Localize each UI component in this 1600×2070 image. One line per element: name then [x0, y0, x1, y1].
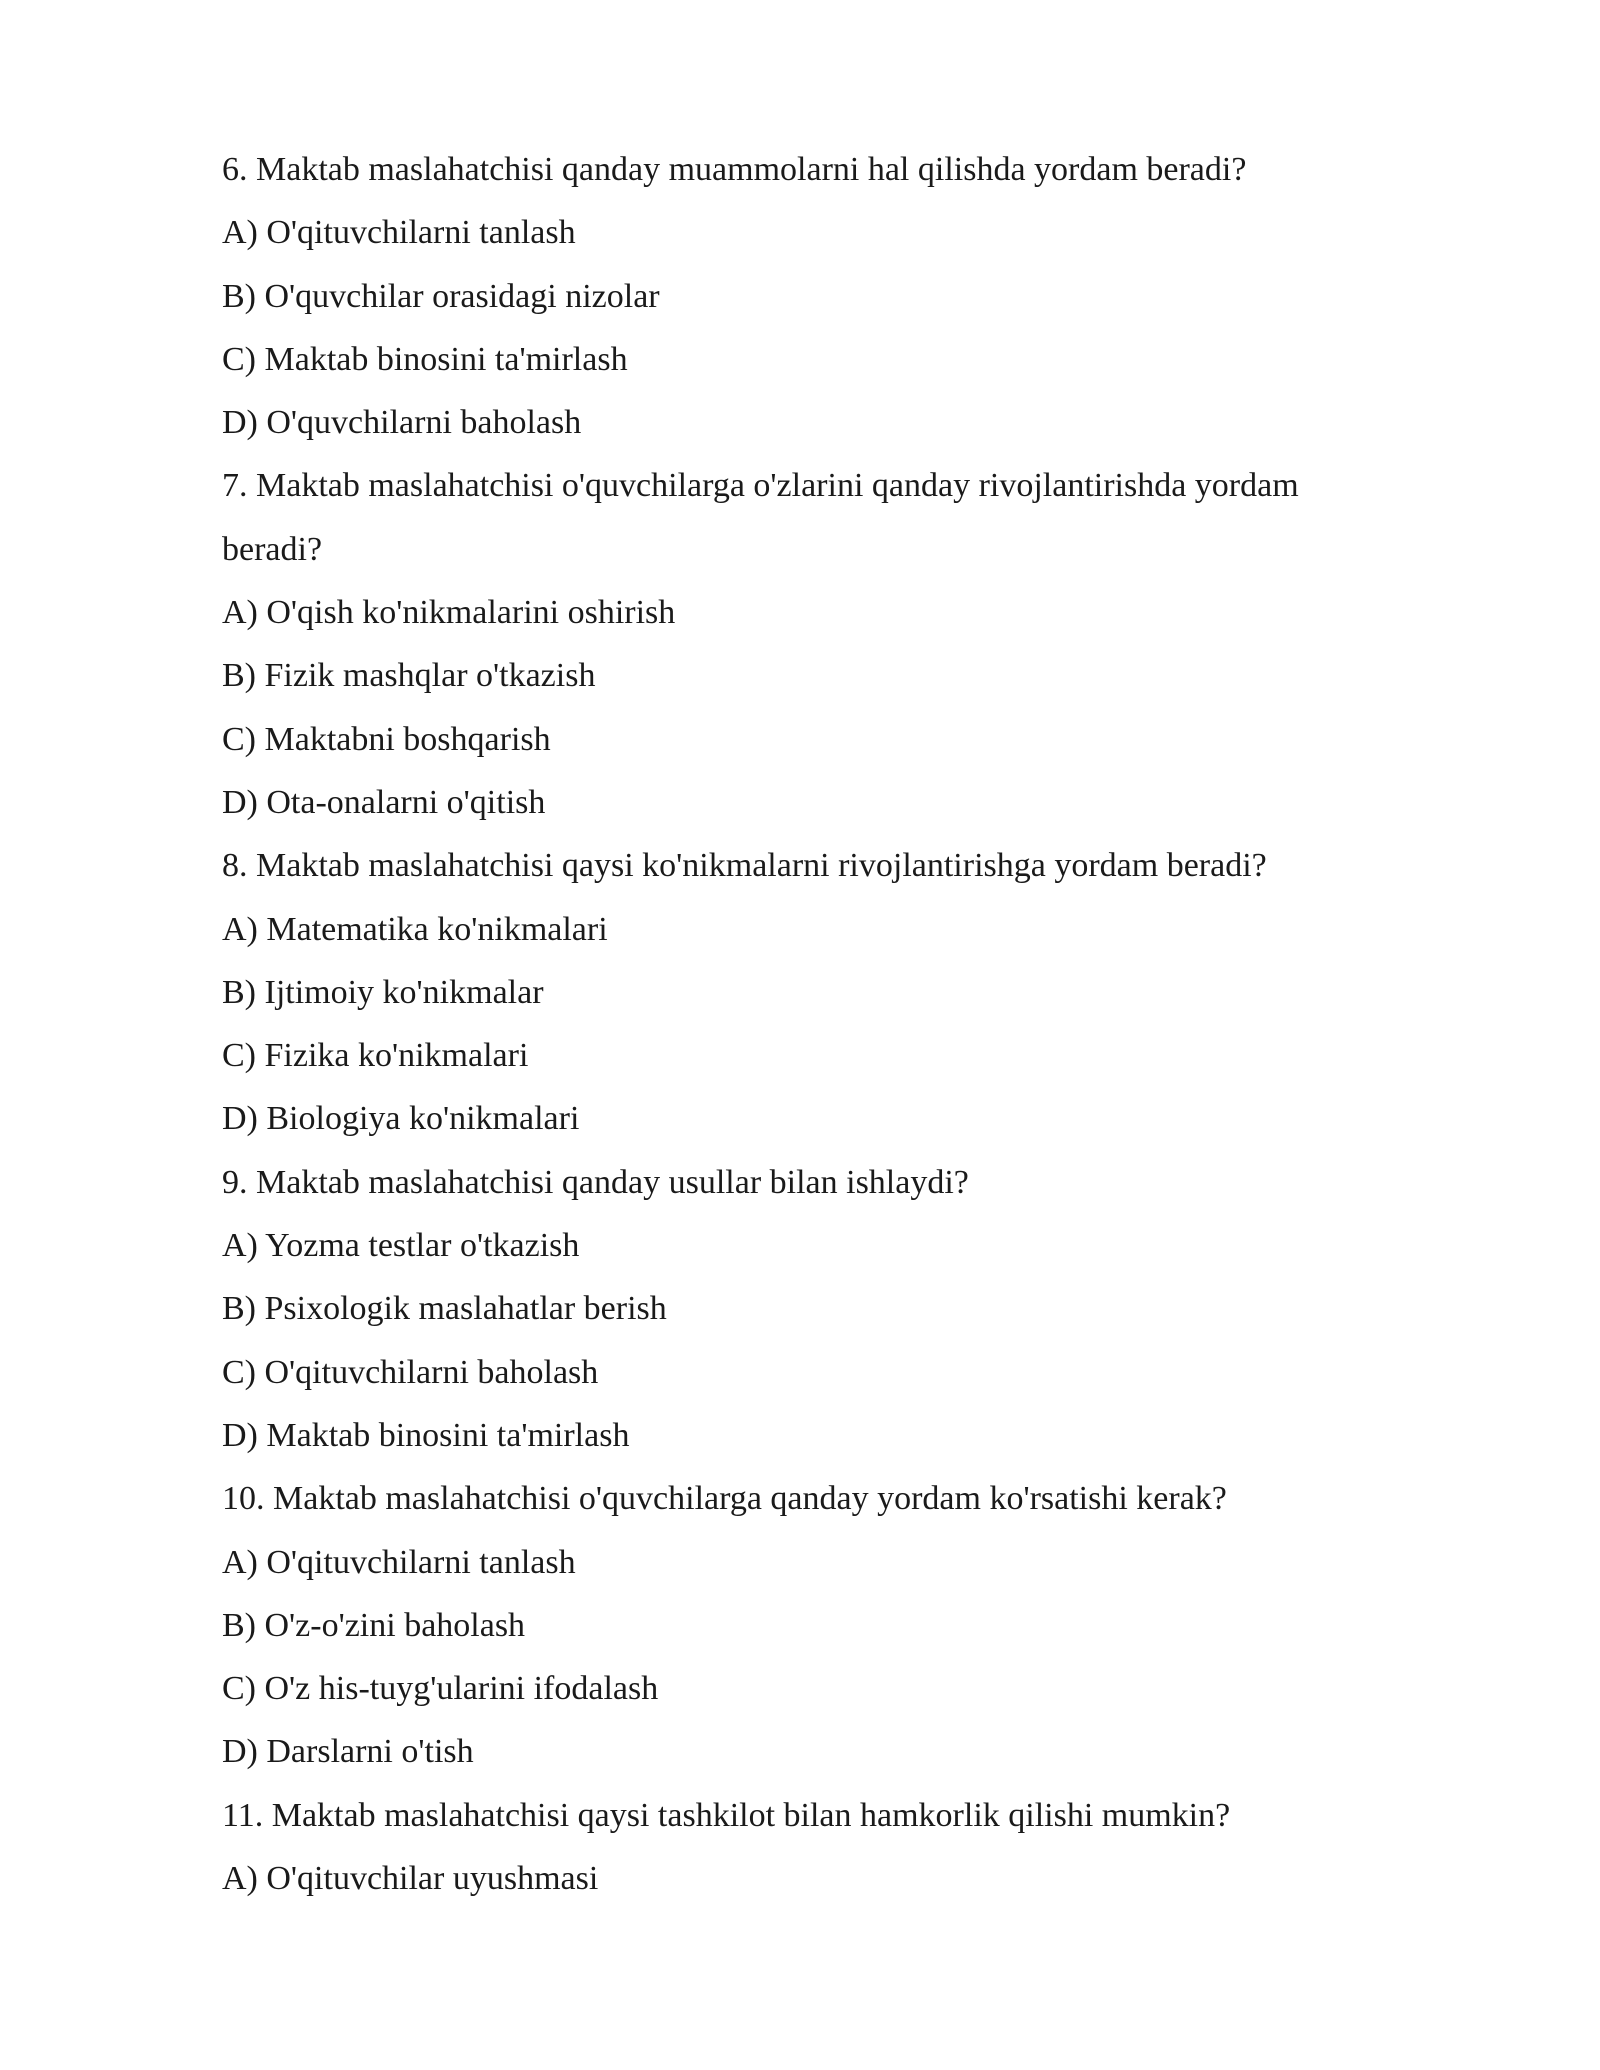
- answer-option: B) Ijtimoiy ko'nikmalar: [222, 973, 544, 1011]
- answer-option: D) Ota-onalarni o'qitish: [222, 783, 546, 821]
- answer-option: C) O'z his-tuyg'ularini ifodalash: [222, 1670, 659, 1708]
- answer-option: B) Psixologik maslahatlar berish: [222, 1290, 667, 1328]
- answer-option: D) Maktab binosini ta'mirlash: [222, 1416, 630, 1454]
- answer-option: C) Maktabni boshqarish: [222, 720, 551, 758]
- answer-option: A) O'qituvchilarni tanlash: [222, 1543, 576, 1581]
- question-text-continuation: beradi?: [222, 530, 323, 568]
- question-text: 7. Maktab maslahatchisi o'quvchilarga o'zlarini qanday rivojlantirishda yordam: [222, 467, 1299, 505]
- answer-option: C) Fizika ko'nikmalari: [222, 1037, 529, 1075]
- answer-option: B) O'quvchilar orasidagi nizolar: [222, 277, 660, 315]
- answer-option: D) O'quvchilarni baholash: [222, 404, 582, 442]
- document-body: [222, 138, 1402, 1910]
- answer-option: C) O'qituvchilarni baholash: [222, 1353, 599, 1391]
- question-text: 6. Maktab maslahatchisi qanday muammolarni hal qilishda yordam beradi?: [222, 151, 1247, 188]
- answer-option: B) O'z-o'zini baholash: [222, 1606, 526, 1644]
- answer-option: A) Yozma testlar o'tkazish: [222, 1227, 580, 1265]
- question-text: 10. Maktab maslahatchisi o'quvchilarga qanday yordam ko'rsatishi kerak?: [222, 1480, 1227, 1518]
- answer-option: C) Maktab binosini ta'mirlash: [222, 340, 628, 378]
- answer-option: D) Biologiya ko'nikmalari: [222, 1100, 580, 1138]
- answer-option: A) O'qituvchilarni tanlash: [222, 214, 576, 252]
- answer-option: A) Matematika ko'nikmalari: [222, 910, 608, 948]
- question-text: 11. Maktab maslahatchisi qaysi tashkilot bilan hamkorlik qilishi mumkin?: [222, 1796, 1231, 1834]
- answer-option: A) O'qituvchilar uyushmasi: [222, 1860, 599, 1898]
- question-text: 9. Maktab maslahatchisi qanday usullar bilan ishlaydi?: [222, 1163, 969, 1201]
- answer-option: A) O'qish ko'nikmalarini oshirish: [222, 594, 676, 632]
- question-text: 8. Maktab maslahatchisi qaysi ko'nikmalarni rivojlantirishga yordam beradi?: [222, 847, 1267, 885]
- answer-option: D) Darslarni o'tish: [222, 1733, 474, 1771]
- answer-option: B) Fizik mashqlar o'tkazish: [222, 657, 596, 695]
